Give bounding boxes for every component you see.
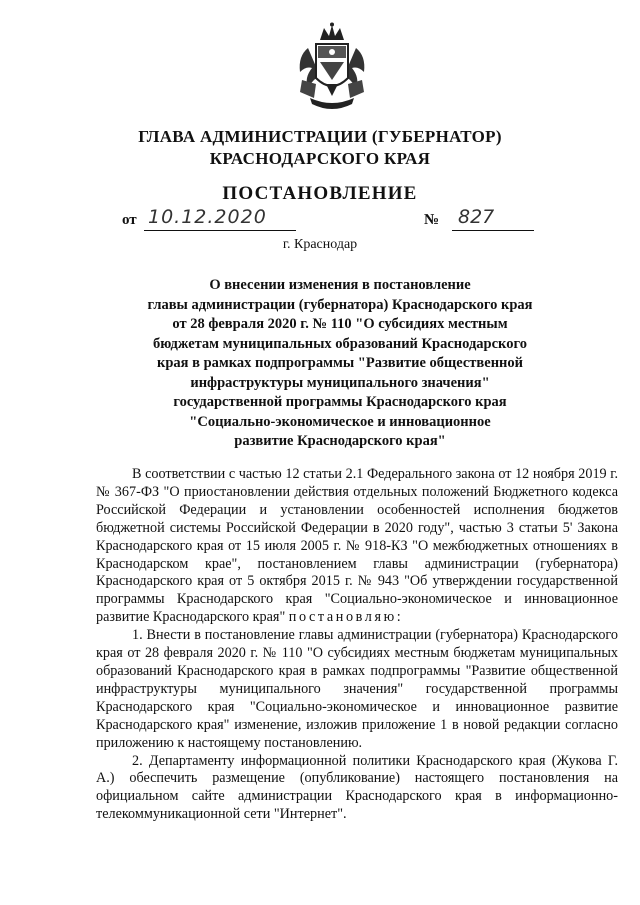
clause-1-paragraph: 1. Внести в постановление главы администрации (губернатора) Краснодарского края от 28 февраля 2020 г. № 110 "О субсидиях местным бюджетам муниципальных образований Краснодарского края в рамках подпрограммы "Развитие общественной инфраструктуры муниципального значения" государственной программы Краснодарского края "Социально-экономическое и инновационное развитие Краснодарского края" изменение, изложив приложение 1 в новой редакции согласно приложению к настоящему постановлению. [96,627,618,751]
document-type: ПОСТАНОВЛЕНИЕ [222,183,418,204]
issuer-line-1: ГЛАВА АДМИНИСТРАЦИИ (ГУБЕРНАТОР) [138,127,502,146]
title-line: бюджетам муниципальных образований Краснодарского [153,335,527,352]
coat-of-arms-emblem [296,22,368,114]
date-value: 10.12.2020 [144,206,296,231]
preamble-paragraph [96,466,618,627]
preamble-text: В соответствии с частью 12 статьи 2.1 Федерального закона от 12 ноября 2019 г. № 367-ФЗ "О приостановлении действия отдельных положений Бюджетного кодекса Российской Федерации и установлении особенностей исполнения бюджетов бюджетной системы Российской Федерации в 2020 году", частью 3 статьи 5' Закона Краснодарского края от 15 июля 2005 г. № 918-КЗ "О межбюджетных отношениях в Краснодарском крае", постановлением главы администрации (губернатора) Краснодарского края от 5 октября 2015 г. № 943 "Об утверждении государственной программы Краснодарского края "Социально-экономическое и инновационное развитие Краснодарского края" [96,466,618,626]
preamble-colon: : [396,609,401,626]
title-line: инфраструктуры муниципального значения" [190,374,490,391]
title-line: развитие Краснодарского края" [234,433,446,449]
number-field [424,206,495,229]
document-title [110,276,570,452]
title-line: "Социально-экономическое и инновационное [189,413,491,430]
title-line: края в рамках подпрограммы "Развитие общественной [156,355,524,371]
date-prefix: от [122,212,137,228]
title-line: О внесении изменения в постановление [209,277,471,293]
date-field [122,206,267,229]
document-body [96,466,618,824]
number-prefix: № [424,212,440,228]
title-line: государственной программы Краснодарского края [173,394,507,410]
number-value: 827 [452,206,534,231]
title-line: главы администрации (губернатора) Краснодарского края [147,296,533,313]
resolution-keyword: постановляю [288,609,397,626]
title-line: от 28 февраля 2020 г. № 110 "О субсидиях местным [172,316,508,332]
issuer-line-2: КРАСНОДАРСКОГО КРАЯ [209,149,431,168]
clause-2-paragraph: 2. Департаменту информационной политики Краснодарского края (Жукова Г. А.) обеспечить размещение (опубликование) настоящего постановления на официальном сайте администрации Краснодарского края в информационно-телекоммуникационной сети "Интернет". [96,752,618,823]
city-label: г. Краснодар [282,237,358,252]
